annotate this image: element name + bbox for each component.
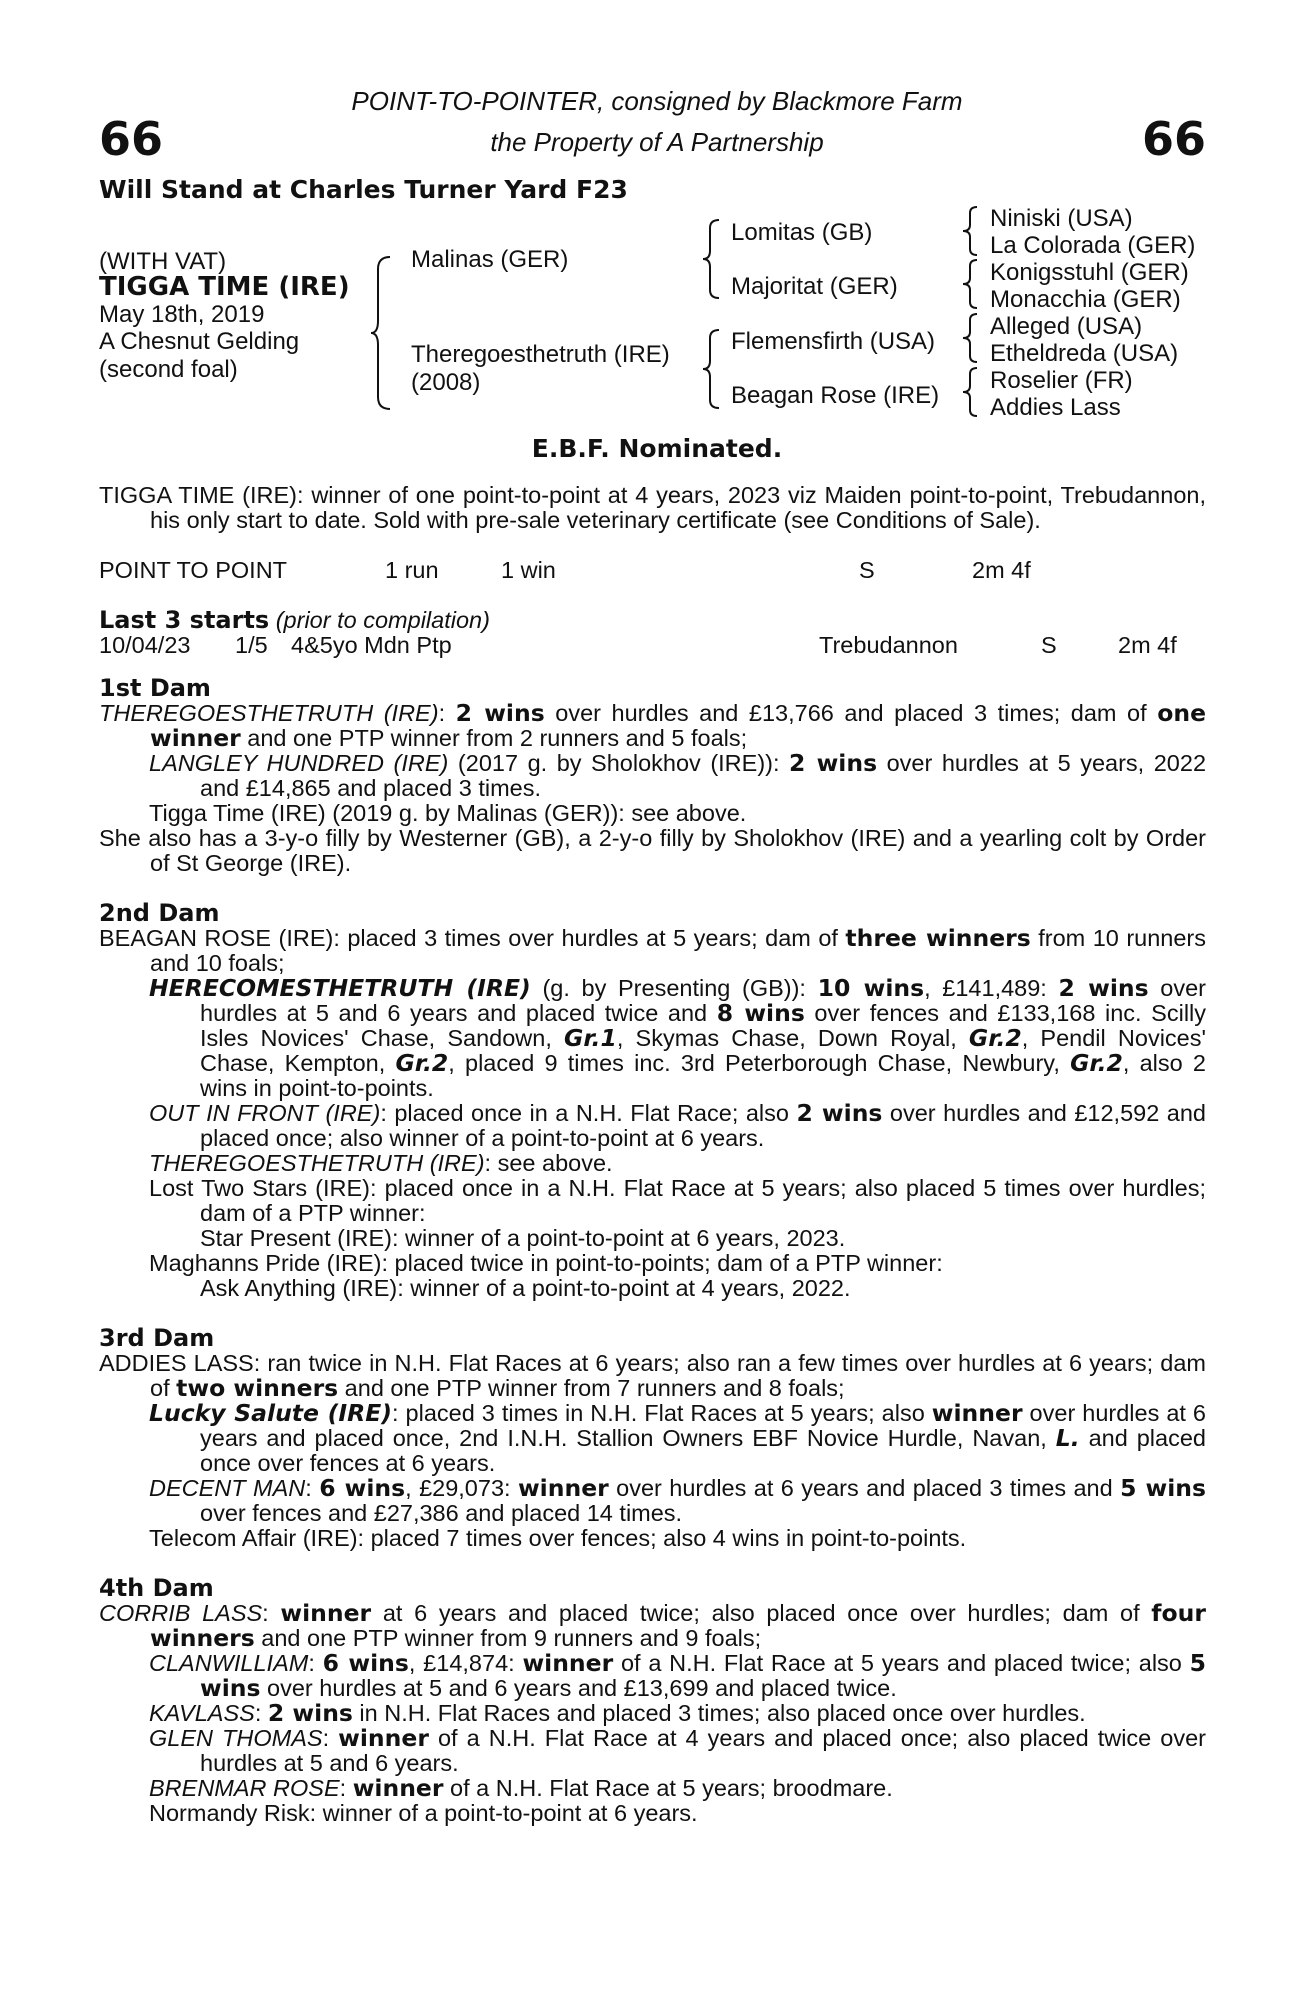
- pedigree-g5: Alleged (USA): [990, 313, 1143, 340]
- dam4-produce-normandy-risk: Normandy Risk: winner of a point-to-point at 6 years.: [149, 1800, 698, 1826]
- pedigree-brace-g4: [962, 366, 980, 418]
- consignor-line: POINT-TO-POINTER, consigned by Blackmore Farm: [351, 86, 963, 116]
- vat-note: (WITH VAT): [99, 248, 227, 275]
- dam3-produce-lucky-salute: Lucky Salute (IRE): placed 3 times in N.H. Flat Races at 5 years; also winner over hurdles at 6 years and placed once, 2nd I.N.H. Stallion Owners EBF Novice Hurdle, Navan, L. and placed once over fences at 6 years.: [149, 1399, 1207, 1476]
- record-wins: 1 win: [501, 557, 556, 583]
- pedigree-g1: Niniski (USA): [990, 205, 1133, 232]
- dam1-note: She also has a 3-y-o filly by Westerner (GB), a 2-y-o filly by Sholokhov (IRE) and a yearling colt by Order of St George (IRE).: [99, 825, 1206, 876]
- foal-note: (second foal): [99, 356, 238, 383]
- pedigree-sire-dam: Majoritat (GER): [731, 273, 898, 300]
- dam3-paragraph: ADDIES LASS: ran twice in N.H. Flat Races at 6 years; also ran a few times over hurdles at 6 years; dam of two winners and one PTP winner from 7 runners and 8 foals;: [99, 1350, 1206, 1402]
- last-starts-subtitle: (prior to compilation): [275, 607, 490, 633]
- dam4-heading: 4th Dam: [99, 1574, 214, 1602]
- lot-number-right: 66: [1141, 112, 1206, 166]
- dam3-produce-telecom-affair: Telecom Affair (IRE): placed 7 times over fences; also 4 wins in point-to-points.: [149, 1525, 967, 1551]
- horse-description: A Chesnut Gelding: [99, 328, 300, 355]
- pedigree-dam-dam: Beagan Rose (IRE): [731, 382, 940, 409]
- dam2-produce-maghanns-pride: Maghanns Pride (IRE): placed twice in point-to-points; dam of a PTP winner:: [149, 1250, 943, 1276]
- start-distance: 2m 4f: [1118, 632, 1177, 658]
- start-race: 4&5yo Mdn Ptp: [291, 632, 452, 658]
- dam4-produce-clanwilliam: CLANWILLIAM: 6 wins, £14,874: winner of a N.H. Flat Race at 5 years and placed twice; also 5 wins over hurdles at 5 and 6 years and £13,699 and placed twice.: [149, 1649, 1206, 1702]
- pedigree-sire: Malinas (GER): [411, 246, 569, 273]
- dam2-grandproduce-ask-anything: Ask Anything (IRE): winner of a point-to-point at 4 years, 2022.: [200, 1275, 851, 1301]
- dam1-paragraph: THEREGOESTHETRUTH (IRE): 2 wins over hurdles and £13,766 and placed 3 times; dam of one winner and one PTP winner from 2 runners and 5 foals;: [99, 699, 1207, 752]
- dam2-produce-lost-two-stars: Lost Two Stars (IRE): placed once in a N.H. Flat Race at 5 years; also placed 5 times over hurdles; dam of a PTP winner:: [149, 1175, 1206, 1226]
- dam2-grandproduce-star-present: Star Present (IRE): winner of a point-to-point at 6 years, 2023.: [200, 1225, 846, 1251]
- start-course: Trebudannon: [819, 632, 958, 658]
- pedigree-brace-g2: [962, 258, 980, 310]
- record-runs: 1 run: [385, 557, 439, 583]
- pedigree-g7: Roselier (FR): [990, 367, 1133, 394]
- pedigree-brace-main: [370, 255, 394, 411]
- lot-number-left: 66: [99, 112, 164, 166]
- ebf-nominated: E.B.F. Nominated.: [531, 434, 783, 463]
- dam3-produce-decent-man: DECENT MAN: 6 wins, £29,073: winner over hurdles at 6 years and placed 3 times and 5 wins over fences and £27,386 and placed 14 times.: [149, 1474, 1207, 1526]
- dam4-paragraph: CORRIB LASS: winner at 6 years and placed twice; also placed once over hurdles; dam of four winners and one PTP winner from 9 runners and 9 foals;: [99, 1599, 1206, 1652]
- race-record-row: [99, 558, 1206, 583]
- property-line: the Property of A Partnership: [490, 127, 824, 157]
- dam1-heading: 1st Dam: [99, 674, 211, 702]
- pedigree-dam: Theregoesthetruth (IRE): [411, 341, 670, 368]
- dam1-produce-1: LANGLEY HUNDRED (IRE) (2017 g. by Sholokhov (IRE)): 2 wins over hurdles at 5 years, 2022 and £14,865 and placed 3 times.: [149, 749, 1207, 801]
- pedigree-g3: Konigsstuhl (GER): [990, 259, 1189, 286]
- pedigree-dam-sire: Flemensfirth (USA): [731, 328, 936, 355]
- dam2-produce-herecomesthetruth: HERECOMESTHETRUTH (IRE) (g. by Presenting (GB)): 10 wins, £141,489: 2 wins over hurdles at 5 and 6 years and placed twice and 8 wins over fences and £133,168 inc. Scilly Isles Novices' Chase, Sandown, Gr.1, Skymas Chase, Down Royal, Gr.2, Pendil Novices' Chase, Kempton, Gr.2, placed 9 times inc. 3rd Peterborough Chase, Newbury, Gr.2, also 2 wins in point-to-points.: [149, 974, 1207, 1101]
- dam2-paragraph: BEAGAN ROSE (IRE): placed 3 times over hurdles at 5 years; dam of three winners from 10 runners and 10 foals;: [99, 924, 1207, 976]
- start-date: 10/04/23: [99, 632, 191, 658]
- record-label: POINT TO POINT: [99, 557, 288, 583]
- dam4-produce-glen-thomas: GLEN THOMAS: winner of a N.H. Flat Race at 4 years and placed once; also placed twice over hurdles at 5 and 6 years.: [149, 1724, 1206, 1776]
- dam2-heading: 2nd Dam: [99, 899, 220, 927]
- pedigree-brace-g3: [962, 312, 980, 364]
- pedigree-brace-sire: [702, 218, 722, 300]
- pedigree-brace-dam: [702, 328, 722, 410]
- dam4-produce-kavlass: KAVLASS: 2 wins in N.H. Flat Races and placed 3 times; also placed once over hurdles.: [149, 1699, 1086, 1727]
- dam1-name: THEREGOESTHETRUTH (IRE): [99, 700, 439, 726]
- dam4-produce-brenmar-rose: BRENMAR ROSE: winner of a N.H. Flat Race at 5 years; broodmare.: [149, 1774, 893, 1802]
- pedigree-g6: Etheldreda (USA): [990, 340, 1179, 367]
- record-distance: 2m 4f: [972, 557, 1031, 583]
- dam1-produce-2: Tigga Time (IRE) (2019 g. by Malinas (GER)): see above.: [149, 800, 747, 826]
- catalogue-body: [99, 483, 1206, 1826]
- pedigree-sire-sire: Lomitas (GB): [731, 219, 873, 246]
- dam2-produce-out-in-front: OUT IN FRONT (IRE): placed once in a N.H. Flat Race; also 2 wins over hurdles and £12,592 and placed once; also winner of a point-to-point at 6 years.: [149, 1099, 1206, 1151]
- pedigree-brace-g1: [962, 205, 980, 257]
- dam3-heading: 3rd Dam: [99, 1324, 215, 1352]
- last-start-row: [99, 633, 1206, 658]
- summary-paragraph: TIGGA TIME (IRE): winner of one point-to-point at 4 years, 2023 viz Maiden point-to-point, Trebudannon, his only start to date. Sold with pre-sale veterinary certificate (see Conditions of Sale).: [99, 482, 1206, 533]
- last-starts-heading: [99, 608, 1206, 633]
- last-starts-title: Last 3 starts: [99, 606, 270, 634]
- start-going: S: [1041, 632, 1057, 658]
- pedigree-dam-year: (2008): [411, 369, 481, 396]
- pedigree-g8: Addies Lass: [990, 394, 1121, 421]
- horse-name: TIGGA TIME (IRE): [99, 272, 350, 302]
- stand-location: Will Stand at Charles Turner Yard F23: [99, 175, 628, 204]
- start-position: 1/5: [235, 632, 268, 658]
- record-going: S: [859, 557, 875, 583]
- dam2-produce-theregoesthetruth: THEREGOESTHETRUTH (IRE): see above.: [149, 1150, 613, 1176]
- horse-dob: May 18th, 2019: [99, 301, 265, 328]
- pedigree-g4: Monacchia (GER): [990, 286, 1181, 313]
- pedigree-g2: La Colorada (GER): [990, 232, 1196, 259]
